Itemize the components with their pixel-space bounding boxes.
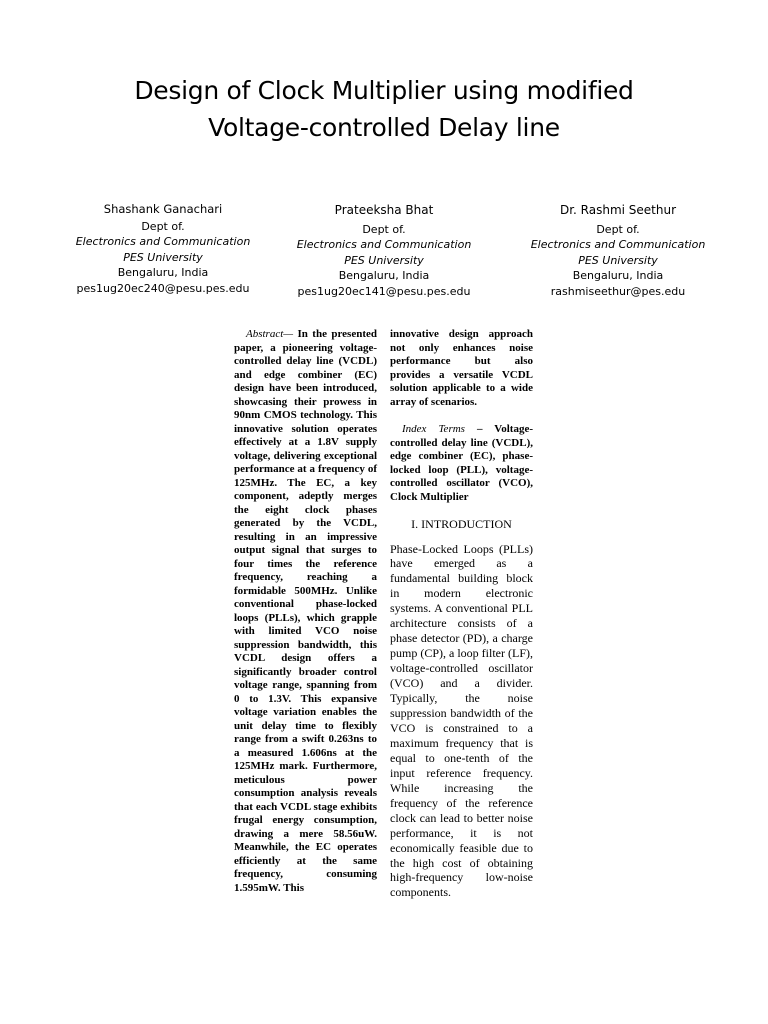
section-heading: I. INTRODUCTION (411, 517, 512, 531)
author-name: Prateeksha Bhat (334, 203, 434, 217)
author-university: PES University (344, 253, 424, 267)
abstract (234, 328, 377, 895)
author-email: pes1ug20ec240@pesu.pes.edu (76, 281, 250, 295)
index-terms-text: – Voltage-controlled delay line (VCDL), edge combiner (EC), phase-locked loop (PLL), voltage-controlled oscillator (VCO), Clock Multiplier (390, 423, 534, 503)
author-division: Electronics and Communication (75, 235, 251, 249)
author-block-3 (503, 203, 733, 300)
title-line-2: Voltage-controlled Delay line (208, 113, 560, 142)
author-division: Electronics and Communication (530, 238, 706, 252)
author-university: PES University (123, 250, 203, 264)
author-location: Bengaluru, India (572, 269, 664, 283)
introduction-paragraph: Phase-Locked Loops (PLLs) have emerged as a fundamental building block in modern electronic systems. A conventional PLL architecture consists of a phase detector (PD), a charge pump (CP), a loop filter (LF), voltage-controlled oscillator (VCO) and a divider. Typically, the noise suppression bandwidth of the VCO is constrained to a maximum frequency that is equal to one-tenth of the input reference frequency. While increasing the frequency of the reference clock can lead to better noise performance, it is not economically feasible due to the high cost of obtaining high-frequency low-noise components. (390, 541, 533, 900)
index-terms (390, 423, 533, 504)
author-university: PES University (578, 253, 658, 267)
author-block-1 (48, 202, 278, 297)
author-block-2 (269, 203, 499, 300)
author-location: Bengaluru, India (338, 269, 430, 283)
abstract-label: Abstract— (246, 328, 294, 340)
right-column (390, 328, 533, 900)
author-name: Shashank Ganachari (103, 202, 223, 216)
author-email: rashmiseethur@pes.edu (550, 284, 686, 298)
abstract-continued: innovative design approach not only enhances noise performance but also provides a versatile VCDL solution applicable to a wide array of scenarios. (390, 328, 533, 408)
title-line-1: Design of Clock Multiplier using modified (134, 76, 634, 105)
author-name: Dr. Rashmi Seethur (559, 203, 677, 217)
author-email: pes1ug20ec141@pesu.pes.edu (297, 284, 471, 298)
author-division: Electronics and Communication (296, 238, 472, 252)
paper-title (0, 72, 768, 146)
author-dept: Dept of. (141, 219, 185, 233)
index-terms-label: Index Terms (402, 423, 465, 435)
author-location: Bengaluru, India (117, 266, 209, 280)
abstract-text: In the presented paper, a pioneering voltage-controlled delay line (VCDL) and edge combiner (EC) design have been introduced, showcasing their prowess in 90nm CMOS technology. This innovative solution operates effectively at a 1.8V supply voltage, delivering exceptional performance at a frequency of 125MHz. The EC, a key component, adeptly merges the eight clock phases generated by the VCDL, resulting in an impressive output signal that surges to four times the reference frequency, reaching a formidable 500MHz. Unlike conventional phase-locked loops (PLLs), which grapple with limited VCO noise suppression bandwidth, this VCDL design offers a significantly broader control voltage range, spanning from 0 to 1.3V. This expansive voltage variation enables the unit delay time to flexibly range from a swift 0.263ns to a measured 1.606ns at the 125MHz mark. Furthermore, meticulous power consumption analysis reveals that each VCDL stage exhibits frugal energy consumption, drawing a mere 58.56uW. Meanwhile, the EC operates efficiently at the same frequency, consuming 1.595mW. This (234, 328, 377, 894)
author-dept: Dept of. (362, 222, 406, 236)
author-dept: Dept of. (596, 222, 640, 236)
left-column (234, 328, 377, 895)
